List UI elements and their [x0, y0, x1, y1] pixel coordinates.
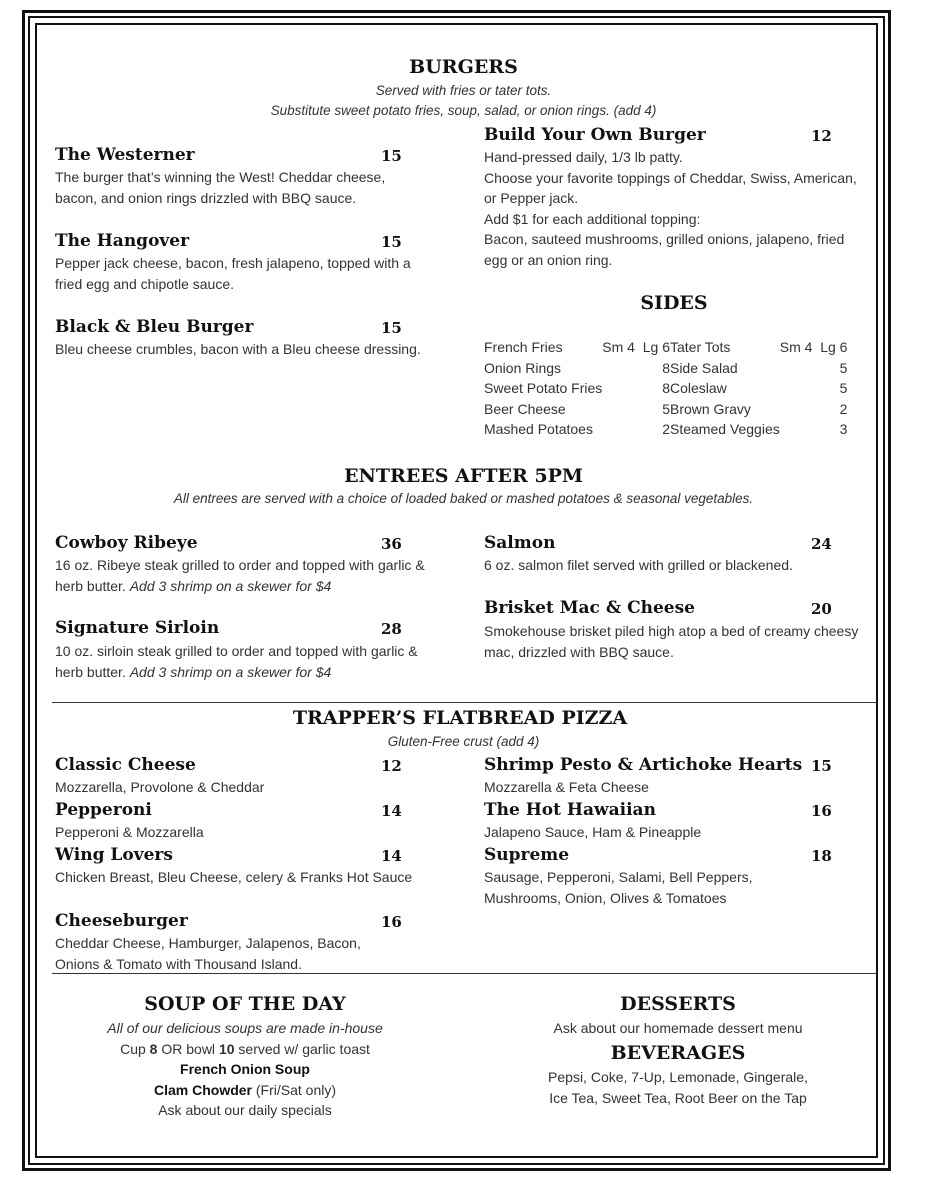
desserts-title: DESSERTS	[620, 993, 736, 1015]
menu-item-price: 15	[381, 147, 402, 165]
soup-line: French Onion Soup	[180, 1061, 310, 1077]
side-name: Mashed Potatoes	[484, 421, 593, 438]
byo-line: Choose your favorite toppings of Cheddar, Swiss, American, or Pepper jack.	[484, 169, 857, 206]
side-price: Sm 4 Lg 6	[602, 339, 670, 356]
menu-item-name: Shrimp Pesto & Artichoke Hearts	[484, 755, 803, 775]
menu-item-description: Sausage, Pepperoni, Salami, Bell Peppers, Mushrooms, Onion, Olives & Tomatoes	[484, 869, 753, 906]
soup-line	[55, 1039, 435, 1060]
sides-title: SIDES	[640, 292, 708, 314]
entrees-title: ENTREES AFTER 5PM	[344, 465, 583, 487]
side-price: 5	[839, 380, 848, 397]
menu-item-name: Black & Bleu Burger	[55, 317, 254, 337]
side-name: Sweet Potato Fries	[484, 380, 603, 397]
soup-line	[55, 1080, 435, 1101]
menu-item-description: Chicken Breast, Bleu Cheese, celery & Franks Hot Sauce	[55, 869, 413, 885]
side-name: Beer Cheese	[484, 400, 566, 417]
side-name: Tater Tots	[669, 339, 731, 356]
menu-item-name: Pepperoni	[55, 800, 152, 820]
side-name: Steamed Veggies	[669, 421, 780, 438]
side-name: Coleslaw	[669, 380, 727, 397]
menu-item-description: Bleu cheese crumbles, bacon with a Bleu cheese dressing.	[55, 341, 421, 357]
menu-item-description: Smokehouse brisket piled high atop a bed of creamy cheesy mac, drizzled with BBQ sauce.	[484, 623, 859, 660]
side-price: 5	[839, 359, 848, 376]
pizza-title: TRAPPER’S FLATBREAD PIZZA	[292, 707, 628, 729]
beverages-line: Pepsi, Coke, 7-Up, Lemonade, Gingerale,	[548, 1069, 808, 1085]
beverages-list	[488, 1067, 868, 1108]
byo-line: Hand-pressed daily, 1/3 lb patty.	[484, 149, 683, 165]
menu-item-name: The Hangover	[55, 231, 190, 251]
section-divider	[52, 973, 876, 974]
menu-item-name: Classic Cheese	[55, 755, 196, 775]
menu-item-price: 20	[811, 600, 832, 618]
side-price: 5	[662, 400, 670, 417]
menu-item-price: 14	[381, 802, 402, 820]
menu-item-price: 15	[381, 319, 402, 337]
menu-item-description: The burger that’s winning the West! Cheddar cheese, bacon, and onion rings drizzled with BBQ sauce.	[55, 169, 386, 206]
burgers-title: BURGERS	[409, 56, 518, 78]
menu-item-description: Pepper jack cheese, bacon, fresh jalapeno, topped with a fried egg and chipotle sauce.	[55, 255, 411, 292]
menu-item-name: Cowboy Ribeye	[55, 533, 198, 553]
side-price: Sm 4 Lg 6	[779, 339, 848, 356]
soup-cup-price: 8	[149, 1040, 158, 1057]
side-name: Side Salad	[669, 359, 738, 376]
entrees-subtitle: All entrees are served with a choice of loaded baked or mashed potatoes & seasonal vegetables.	[173, 491, 754, 506]
menu-item-name: Salmon	[484, 533, 556, 553]
byo-line: Add $1 for each additional topping:	[484, 210, 701, 227]
burgers-subtitle-1: Served with fries or tater tots.	[375, 83, 552, 98]
menu-item-price: 15	[381, 233, 402, 251]
menu-item-description	[55, 555, 430, 596]
menu-item-price: 28	[381, 620, 402, 638]
byo-burger-description	[484, 147, 864, 270]
sides-table	[484, 337, 847, 440]
side-price: 8	[662, 359, 670, 376]
soup-name: Clam Chowder	[153, 1081, 252, 1098]
desserts-text: Ask about our homemade dessert menu	[553, 1020, 803, 1036]
side-name: French Fries	[484, 339, 563, 356]
menu-item-price: 24	[811, 535, 832, 553]
menu-item-name: The Westerner	[55, 145, 195, 165]
entree-note: Add 3 shrimp on a skewer for $4	[129, 663, 332, 680]
soup-title: SOUP OF THE DAY	[144, 993, 346, 1015]
soup-line: All of our delicious soups are made in-house	[107, 1020, 383, 1036]
pizza-subtitle: Gluten-Free crust (add 4)	[387, 734, 540, 749]
menu-item-price: 16	[381, 913, 402, 931]
soup-line: Ask about our daily specials	[158, 1102, 332, 1118]
side-price: 2	[662, 421, 670, 438]
entree-desc: 10 oz. sirloin steak grilled to order and topped with garlic & herb butter.	[55, 643, 418, 680]
section-divider	[52, 702, 876, 703]
sides-row	[484, 419, 847, 440]
sides-row	[484, 358, 847, 379]
burgers-subtitle-2: Substitute sweet potato fries, soup, salad, or onion rings. (add 4)	[270, 103, 657, 118]
menu-item-name: Wing Lovers	[55, 845, 173, 865]
menu-item-price: 18	[811, 847, 832, 865]
sides-row	[484, 399, 847, 420]
soup-details	[55, 1018, 435, 1121]
menu-item-description: Mozzarella, Provolone & Cheddar	[55, 779, 265, 795]
soup-text: served w/ garlic toast	[234, 1040, 370, 1057]
sides-row	[484, 378, 847, 399]
soup-text: (Fri/Sat only)	[252, 1081, 337, 1098]
beverages-title: BEVERAGES	[610, 1042, 746, 1064]
menu-item-name: Signature Sirloin	[55, 618, 220, 638]
beverages-line: Ice Tea, Sweet Tea, Root Beer on the Tap	[549, 1089, 807, 1106]
menu-item-description: Jalapeno Sauce, Ham & Pineapple	[484, 824, 702, 840]
menu-item-price: 36	[381, 535, 402, 553]
menu-item-description: 6 oz. salmon filet served with grilled or blackened.	[484, 557, 793, 573]
menu-item-name: The Hot Hawaiian	[484, 800, 656, 820]
side-price: 3	[839, 421, 848, 438]
menu-item-description	[55, 641, 430, 682]
side-name: Brown Gravy	[669, 400, 751, 417]
menu-item-description: Pepperoni & Mozzarella	[55, 824, 204, 840]
menu-item-name: Cheeseburger	[55, 911, 188, 931]
soup-text: Cup	[120, 1040, 150, 1057]
entree-desc: 16 oz. Ribeye steak grilled to order and topped with garlic & herb butter.	[55, 557, 425, 594]
entree-note: Add 3 shrimp on a skewer for $4	[129, 577, 332, 594]
sides-row	[484, 337, 847, 358]
menu-item-price: 14	[381, 847, 402, 865]
soup-bowl-price: 10	[218, 1040, 235, 1057]
soup-text: OR bowl	[157, 1040, 219, 1057]
byo-line: Bacon, sauteed mushrooms, grilled onions, jalapeno, fried egg or an onion ring.	[484, 231, 845, 268]
side-name: Onion Rings	[484, 359, 562, 376]
menu-item-description: Mozzarella & Feta Cheese	[484, 779, 649, 795]
menu-item-name: Brisket Mac & Cheese	[484, 598, 695, 618]
byo-burger-price: 12	[811, 127, 832, 145]
menu-item-price: 12	[381, 757, 402, 775]
menu-item-name: Supreme	[484, 845, 570, 865]
side-price: 2	[839, 400, 848, 417]
menu-item-price: 15	[811, 757, 832, 775]
side-price: 8	[662, 380, 670, 397]
menu-item-price: 16	[811, 802, 832, 820]
menu-item-description: Cheddar Cheese, Hamburger, Jalapenos, Bacon, Onions & Tomato with Thousand Island.	[55, 935, 361, 972]
byo-burger-name: Build Your Own Burger	[484, 125, 706, 145]
